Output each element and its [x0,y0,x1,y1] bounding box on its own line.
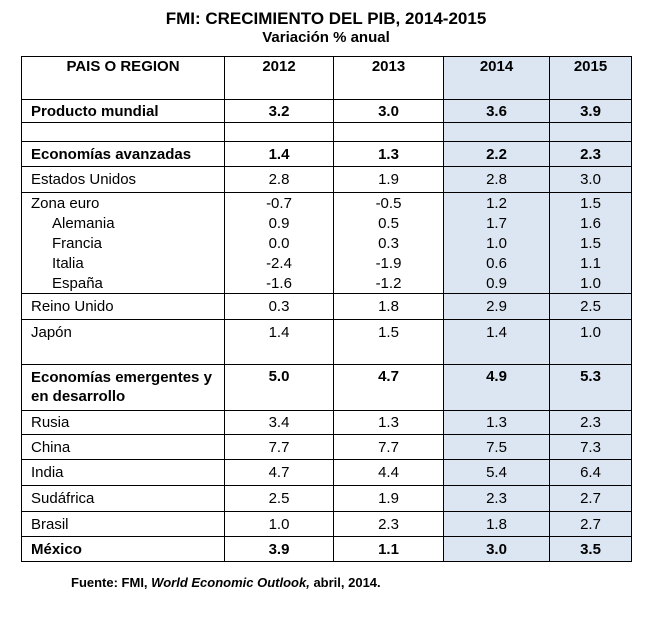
value-2013: 3.0 [334,100,444,123]
value-2012: 3.2 [225,100,334,123]
table-row [22,214,632,234]
table-row [22,234,632,254]
value-2013: -0.5 [334,193,444,214]
value-2014: 2.8 [444,167,550,193]
table-row [22,254,632,274]
header-row [22,57,632,100]
value-2013: 1.3 [334,142,444,167]
row-name: Economías avanzadas [22,142,225,167]
value-2014: 2.3 [444,486,550,512]
table-subtitle: Variación % anual [262,29,390,46]
value-2013: -1.9 [334,254,444,274]
table-row [22,193,632,214]
value-2014: 1.3 [444,411,550,435]
value-2012: -1.6 [225,274,334,294]
value-2012: -2.4 [225,254,334,274]
value-2012: 0.0 [225,234,334,254]
value-2014: 1.2 [444,193,550,214]
spacer-row [22,123,632,142]
value-2013: 4.4 [334,460,444,486]
value-2014: 7.5 [444,435,550,460]
value-2012: 2.5 [225,486,334,512]
row-name: Brasil [22,512,225,537]
value-2015: 1.0 [550,320,632,345]
table-row [22,100,632,123]
value-2014: 0.6 [444,254,550,274]
value-2013: 4.7 [334,365,444,411]
value-2015: 2.7 [550,512,632,537]
value-2012: 0.3 [225,294,334,320]
value-2013: 1.9 [334,167,444,193]
row-name: India [22,460,225,486]
value-2014: 1.4 [444,320,550,345]
value-2012: 7.7 [225,435,334,460]
table-row [22,274,632,294]
value-2015: 2.5 [550,294,632,320]
value-2013: 1.9 [334,486,444,512]
value-2012: 3.4 [225,411,334,435]
spacer-row [22,345,632,365]
value-2013: 0.3 [334,234,444,254]
value-2015: 1.5 [550,234,632,254]
header-region: PAIS O REGION [22,57,225,100]
value-2012: 1.0 [225,512,334,537]
value-2012: 1.4 [225,320,334,345]
value-2013: -1.2 [334,274,444,294]
row-name: Zona euro [22,193,225,214]
row-name: España [22,274,225,294]
value-2012: 4.7 [225,460,334,486]
value-2015: 1.1 [550,254,632,274]
row-name: Producto mundial [22,100,225,123]
value-2012: -0.7 [225,193,334,214]
table-title: FMI: CRECIMIENTO DEL PIB, 2014-2015 [165,9,487,28]
value-2015: 2.3 [550,142,632,167]
header-2013: 2013 [334,57,444,100]
header-2014: 2014 [444,57,550,100]
row-name: Italia [22,254,225,274]
table-row [22,365,632,411]
table-row [22,320,632,345]
row-name: Economías emergentes y en desarrollo [22,365,225,411]
row-name: Francia [22,234,225,254]
value-2013: 7.7 [334,435,444,460]
value-2014: 2.2 [444,142,550,167]
value-2013: 1.1 [334,537,444,562]
value-2015: 2.7 [550,486,632,512]
source-note: Fuente: FMI, World Economic Outlook, abril, 2014. [71,575,381,590]
value-2012: 3.9 [225,537,334,562]
table-row [22,435,632,460]
value-2014: 5.4 [444,460,550,486]
value-2014: 1.8 [444,512,550,537]
value-2015: 3.5 [550,537,632,562]
value-2015: 1.5 [550,193,632,214]
value-2014: 1.0 [444,234,550,254]
row-name: Estados Unidos [22,167,225,193]
table-row [22,142,632,167]
table-row [22,537,632,562]
header-2015: 2015 [550,57,632,100]
row-name: México [22,537,225,562]
value-2012: 0.9 [225,214,334,234]
table-row [22,411,632,435]
value-2012: 1.4 [225,142,334,167]
value-2015: 5.3 [550,365,632,411]
table-row [22,512,632,537]
value-2015: 7.3 [550,435,632,460]
row-name: Reino Unido [22,294,225,320]
source-publication: World Economic Outlook, [151,575,310,590]
value-2014: 0.9 [444,274,550,294]
row-name: Alemania [22,214,225,234]
value-2014: 3.6 [444,100,550,123]
value-2015: 6.4 [550,460,632,486]
value-2013: 1.8 [334,294,444,320]
value-2014: 3.0 [444,537,550,562]
row-name: Sudáfrica [22,486,225,512]
value-2015: 1.6 [550,214,632,234]
table-row [22,294,632,320]
table-row [22,486,632,512]
row-name: China [22,435,225,460]
value-2013: 2.3 [334,512,444,537]
row-name: Japón [22,320,225,345]
row-name: Rusia [22,411,225,435]
value-2014: 4.9 [444,365,550,411]
table-row [22,460,632,486]
value-2015: 1.0 [550,274,632,294]
value-2015: 3.0 [550,167,632,193]
table-row [22,167,632,193]
value-2012: 5.0 [225,365,334,411]
value-2013: 1.3 [334,411,444,435]
value-2012: 2.8 [225,167,334,193]
value-2014: 2.9 [444,294,550,320]
value-2015: 2.3 [550,411,632,435]
value-2014: 1.7 [444,214,550,234]
value-2013: 0.5 [334,214,444,234]
value-2015: 3.9 [550,100,632,123]
header-2012: 2012 [225,57,334,100]
gdp-growth-table [21,56,632,562]
value-2013: 1.5 [334,320,444,345]
